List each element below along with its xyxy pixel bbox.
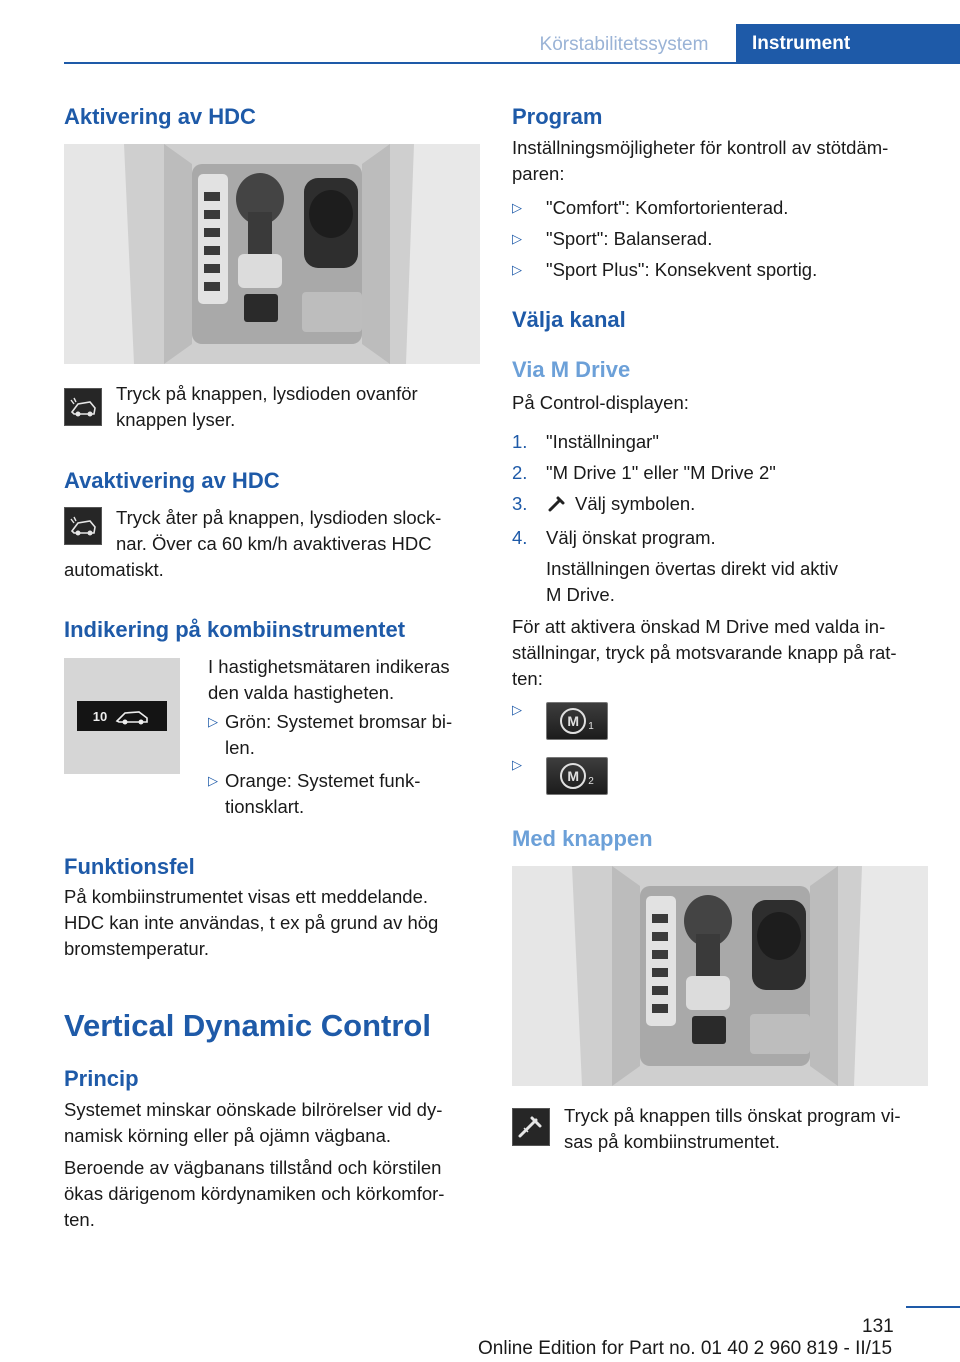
header-section: Körstabilitetssystem: [539, 34, 709, 55]
heading-channel: Välja kanal: [512, 307, 626, 332]
heading-indication: Indikering på kombiinstrumentet: [64, 617, 406, 642]
indication-display: [64, 658, 180, 774]
button-text-2: sas på kombiinstrumentet.: [564, 1131, 780, 1152]
m1-button: [546, 702, 608, 740]
program-bullet-2: "Sport": Balanserad.: [546, 228, 713, 249]
bullet-triangle-icon: ▷: [512, 757, 522, 772]
heading-malfunction: Funktionsfel: [64, 854, 195, 879]
page-number: 131: [862, 1316, 894, 1337]
principle-text-5: ten.: [64, 1209, 95, 1230]
indication-bullet-1b: len.: [225, 737, 255, 758]
program-bullet-3: "Sport Plus": Konsekvent sportig.: [546, 259, 818, 280]
step-number: 4.: [512, 527, 528, 548]
heading-program: Program: [512, 104, 603, 129]
bullet-triangle-icon: ▷: [512, 200, 522, 215]
heading-activation: Aktivering av HDC: [64, 104, 256, 129]
heading-vdc: Vertical Dynamic Control: [64, 1008, 431, 1043]
channel-para-3: ten:: [512, 668, 543, 689]
channel-para-1: För att aktivera önskad M Drive med valda in-: [512, 616, 886, 637]
step-text: "M Drive 1" eller "M Drive 2": [546, 462, 776, 483]
edition-note: Online Edition for Part no. 01 40 2 960 819 - II/15: [478, 1338, 893, 1359]
step-number: 2.: [512, 462, 528, 483]
principle-text-1: Systemet minskar oönskade bilrörelser vid dy-: [64, 1099, 443, 1120]
channel-intro: På Control-displayen:: [512, 392, 689, 413]
heading-principle: Princip: [64, 1066, 139, 1091]
indication-bullet-2b: tionsklart.: [225, 796, 305, 817]
bullet-triangle-icon: ▷: [512, 231, 522, 246]
step4-sub-1: Inställningen övertas direkt vid aktiv: [546, 558, 839, 579]
hdc-button-icon: [64, 507, 102, 545]
activation-text-1: Tryck på knappen, lysdioden ovanför: [116, 383, 418, 404]
m-circle-icon: M: [560, 763, 586, 789]
indication-text-2: den valda hastigheten.: [208, 682, 395, 703]
step-number: 3.: [512, 493, 528, 514]
channel-para-2: ställningar, tryck på motsvarande knapp på rat-: [512, 642, 897, 663]
m2-subscript: 2: [588, 775, 594, 787]
activation-text-2: knappen lyser.: [116, 409, 236, 430]
m2-button: [546, 757, 608, 795]
footer-rule: [906, 1306, 960, 1308]
wrench-symbol-icon: [548, 495, 568, 513]
console-photo: [64, 144, 480, 364]
bullet-triangle-icon: ▷: [512, 262, 522, 277]
button-text-1: Tryck på knappen tills önskat program vi-: [564, 1105, 901, 1126]
malfunction-text-2: HDC kan inte användas, t ex på grund av hög: [64, 912, 439, 933]
deactivation-text-2: nar. Över ca 60 km/h avaktiveras HDC: [116, 533, 432, 554]
bullet-triangle-icon: ▷: [512, 702, 522, 717]
hdc-car-icon: [113, 705, 151, 727]
m-circle-icon: M: [560, 708, 586, 734]
display-speed-number: 10: [92, 708, 108, 724]
step-text: Välj önskat program.: [546, 527, 716, 548]
step-number: 1.: [512, 431, 528, 452]
principle-text-2: namisk körning eller på ojämn vägbana.: [64, 1125, 392, 1146]
program-text-1: Inställningsmöjligheter för kontroll av stötdäm-: [512, 137, 889, 158]
deactivation-text-3: automatiskt.: [64, 559, 164, 580]
hdc-button-icon: [64, 388, 102, 426]
heading-with-button: Med knappen: [512, 826, 653, 851]
principle-text-4: ökas därigenom kördynamiken och körkomfor-: [64, 1183, 445, 1204]
deactivation-text-1: Tryck åter på knappen, lysdioden slock-: [116, 507, 442, 528]
malfunction-text-1: På kombiinstrumentet visas ett meddelande.: [64, 886, 429, 907]
heading-via-mdrive: Via M Drive: [512, 357, 631, 382]
bullet-triangle-icon: ▷: [208, 714, 218, 729]
step-text: Välj symbolen.: [575, 493, 696, 514]
indication-bullet-1a: Grön: Systemet bromsar bi-: [225, 711, 453, 732]
principle-text-3: Beroende av vägbanans tillstånd och körstilen: [64, 1157, 442, 1178]
program-text-2: paren:: [512, 163, 565, 184]
step4-sub-2: M Drive.: [546, 584, 615, 605]
header-rule: [64, 62, 960, 64]
indication-text-1: I hastighetsmätaren indikeras: [208, 656, 450, 677]
vdc-button-icon: [512, 1108, 550, 1146]
console-photo-2: [512, 866, 928, 1086]
bullet-triangle-icon: ▷: [208, 773, 218, 788]
step-text: "Inställningar": [546, 431, 659, 452]
malfunction-text-3: bromstemperatur.: [64, 938, 209, 959]
m1-subscript: 1: [588, 720, 594, 732]
header-chapter-tab: Instrument: [736, 24, 960, 64]
program-bullet-1: "Comfort": Komfortorienterad.: [546, 197, 789, 218]
indication-bullet-2a: Orange: Systemet funk-: [225, 770, 421, 791]
heading-deactivation: Avaktivering av HDC: [64, 468, 280, 493]
